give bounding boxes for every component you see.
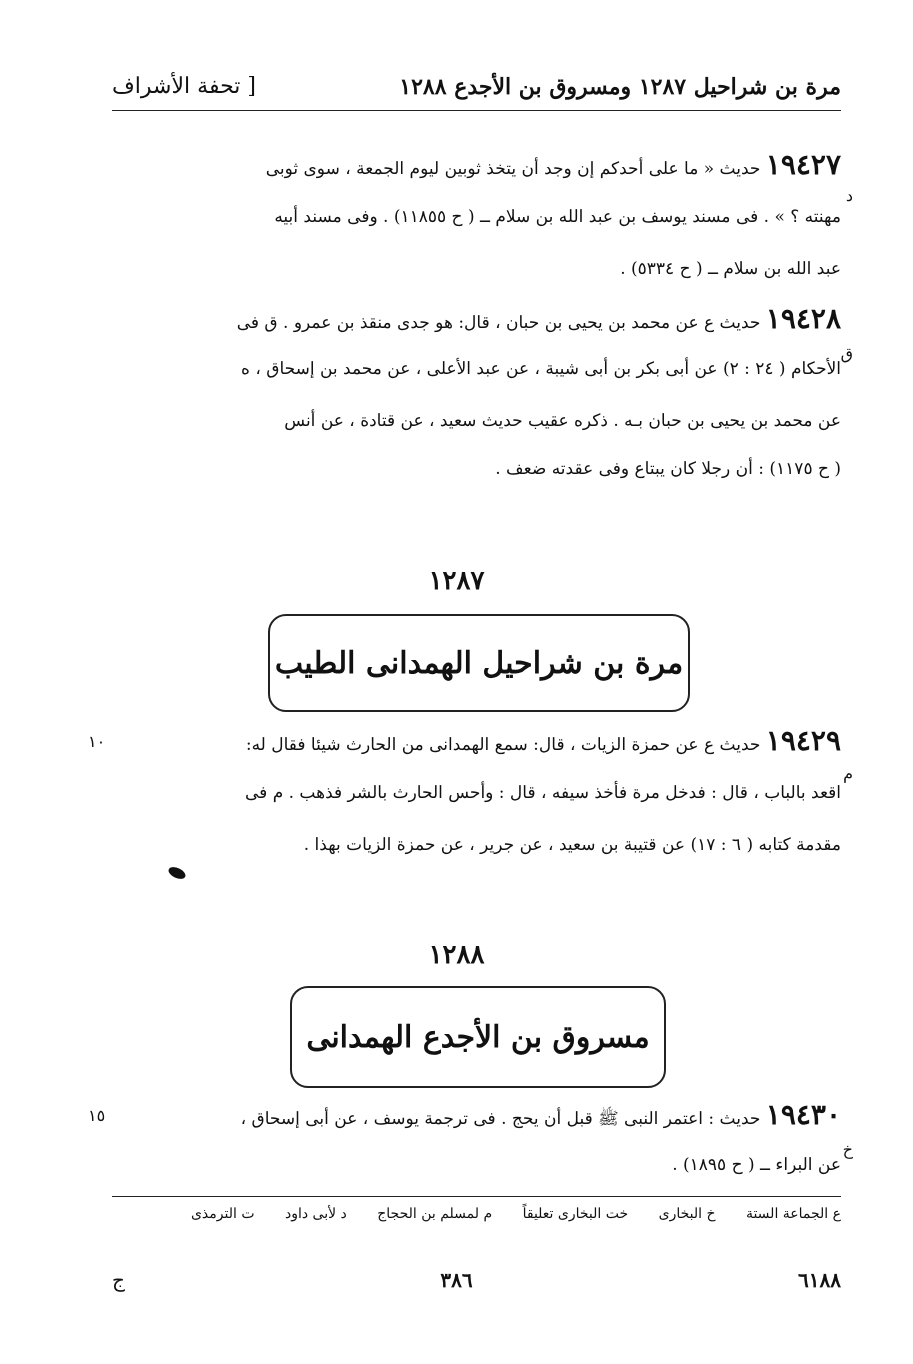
section-title-box bbox=[268, 614, 690, 712]
hadith-entry bbox=[112, 302, 841, 496]
section-number: ١٢٨٨ bbox=[428, 940, 485, 970]
hadith-entry bbox=[112, 724, 841, 868]
section-title: مرة بن شراحيل الهمدانى الطيب bbox=[274, 645, 684, 681]
legend-item: ع الجماعة الستة bbox=[745, 1206, 841, 1222]
legend-item: ت الترمذى bbox=[190, 1206, 255, 1222]
entry-text-line: اقعد بالباب ، قال : فدخل مرة فأخذ سيفه ، قال : وأحس الحارث بالشر فذهب . م فى bbox=[245, 783, 841, 803]
legend-item: خ البخارى bbox=[658, 1206, 716, 1222]
margin-line-number: ١٠ bbox=[88, 732, 106, 751]
volume-page-number: ٦١٨٨ bbox=[798, 1268, 841, 1292]
hadith-entry bbox=[112, 148, 841, 292]
entry-text-line: حديث « ما على أحدكم إن وجد أن يتخذ ثوبين ليوم الجمعة ، سوى ثوبى bbox=[265, 159, 761, 179]
entry-text-line: مقدمة كتابه ( ٦ : ١٧) عن قتيبة بن سعيد ، عن جرير ، عن حمزة الزيات بهذا . bbox=[303, 835, 841, 855]
entry-text-line: عن محمد بن يحيى بن حبان بـه . ذكره عقيب حديث سعيد ، عن قتادة ، عن أنس bbox=[284, 411, 841, 431]
section-number: ١٢٨٧ bbox=[428, 566, 485, 596]
entry-text-line: الأحكام ( ٢٤ : ٢) عن أبى بكر بن أبى شيبة ، عن عبد الأعلى ، عن محمد بن إسحاق ، ه bbox=[241, 359, 841, 379]
footer-rule bbox=[112, 1196, 841, 1197]
footer-mark: ج bbox=[112, 1268, 125, 1292]
entry-sigla: م bbox=[843, 764, 853, 783]
legend-item: خت البخارى تعليقاً bbox=[522, 1206, 629, 1222]
entry-text-line: عبد الله بن سلام ــ ( ح ٥٣٣٤) . bbox=[620, 259, 841, 279]
entry-number: ١٩٤٢٧ bbox=[765, 148, 841, 181]
header-rule bbox=[112, 110, 841, 111]
entry-text-line: حديث ع عن حمزة الزيات ، قال: سمع الهمدانى من الحارث شيئا فقال له: bbox=[245, 735, 761, 755]
legend-item: م لمسلم بن الحجاج bbox=[377, 1206, 493, 1222]
section-title: مسروق بن الأجدع الهمدانى bbox=[306, 1019, 650, 1055]
abbreviation-legend bbox=[112, 1206, 841, 1222]
hadith-entry bbox=[112, 1098, 841, 1192]
entry-text-line: ( ح ١١٧٥) : أن رجلا كان يبتاع وفى عقدته ضعف . bbox=[495, 459, 841, 479]
entry-text-line: حديث ع عن محمد بن يحيى بن حبان ، قال: هو جدى منقذ بن عمرو . ق فى bbox=[236, 313, 761, 333]
entry-text-line: عن البراء ــ ( ح ١٨٩٥) . bbox=[672, 1155, 841, 1175]
entry-text-line: مهنته ؟ » . فى مسند يوسف بن عبد الله بن سلام ــ ( ح ١١٨٥٥) . وفى مسند أبيه bbox=[274, 207, 841, 227]
legend-item: د لأبى داود bbox=[284, 1206, 347, 1222]
page-number: ٣٨٦ bbox=[440, 1268, 473, 1292]
entry-number: ١٩٤٣٠ bbox=[765, 1098, 841, 1131]
entry-sigla: ق bbox=[840, 344, 853, 363]
entry-number: ١٩٤٢٨ bbox=[765, 302, 841, 335]
header-title: مرة بن شراحيل ١٢٨٧ ومسروق بن الأجدع ١٢٨٨ bbox=[399, 74, 841, 100]
entry-sigla: خ bbox=[842, 1140, 853, 1159]
header-book-title: [ تحفة الأشراف bbox=[112, 74, 256, 99]
running-header bbox=[112, 74, 841, 110]
entry-text-line: حديث : اعتمر النبى ﷺ قبل أن يحج . فى ترجمة يوسف ، عن أبى إسحاق ، bbox=[240, 1109, 761, 1129]
entry-number: ١٩٤٢٩ bbox=[765, 724, 841, 757]
entry-sigla: د bbox=[845, 186, 853, 205]
margin-line-number: ١٥ bbox=[88, 1106, 106, 1125]
section-title-box bbox=[290, 986, 666, 1088]
